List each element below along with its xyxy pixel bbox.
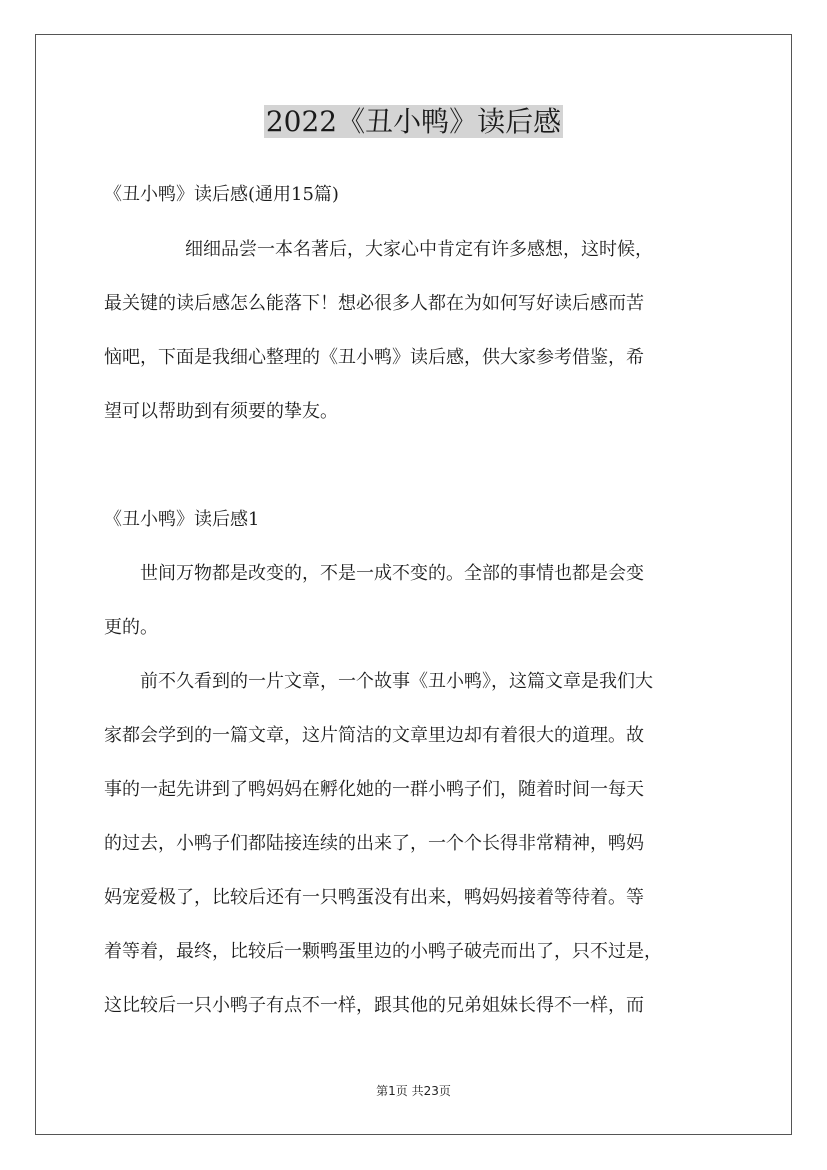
intro-line: 恼吧，下面是我细心整理的《丑小鸭》读后感，供大家参考借鉴，希 bbox=[104, 347, 644, 368]
paragraph-line: 这比较后一只小鸭子有点不一样，跟其他的兄弟姐妹长得不一样，而 bbox=[104, 995, 644, 1016]
paragraph-line: 更的。 bbox=[104, 617, 158, 638]
paragraph-line: 世间万物都是改变的，不是一成不变的。全部的事情也都是会变 bbox=[140, 563, 644, 584]
paragraph-line: 着等着，最终，比较后一颗鸭蛋里边的小鸭子破壳而出了，只不过是， bbox=[104, 941, 662, 962]
title-text: 2022《丑小鸭》读后感 bbox=[265, 105, 562, 138]
paragraph-line: 家都会学到的一篇文章，这片简洁的文章里边却有着很大的道理。故 bbox=[104, 725, 644, 746]
intro-line: 细细品尝一本名著后，大家心中肯定有许多感想，这时候， bbox=[185, 239, 653, 260]
page-footer bbox=[0, 1083, 827, 1099]
paragraph-line: 妈宠爱极了，比较后还有一只鸭蛋没有出来，鸭妈妈接着等待着。等 bbox=[104, 887, 644, 908]
intro-line: 最关键的读后感怎么能落下！想必很多人都在为如何写好读后感而苦 bbox=[104, 293, 644, 314]
paragraph-line: 前不久看到的一片文章，一个故事《丑小鸭》，这篇文章是我们大 bbox=[140, 671, 653, 692]
paragraph-line: 事的一起先讲到了鸭妈妈在孵化她的一群小鸭子们，随着时间一每天 bbox=[104, 779, 644, 800]
paragraph-line: 的过去，小鸭子们都陆接连续的出来了，一个个长得非常精神，鸭妈 bbox=[104, 833, 644, 854]
subtitle: 《丑小鸭》读后感(通用15篇) bbox=[104, 184, 339, 205]
section-heading: 《丑小鸭》读后感1 bbox=[104, 509, 260, 530]
page-number: 第1页 共23页 bbox=[376, 1084, 451, 1098]
intro-line: 望可以帮助到有须要的挚友。 bbox=[104, 401, 338, 422]
document-title bbox=[0, 104, 827, 140]
